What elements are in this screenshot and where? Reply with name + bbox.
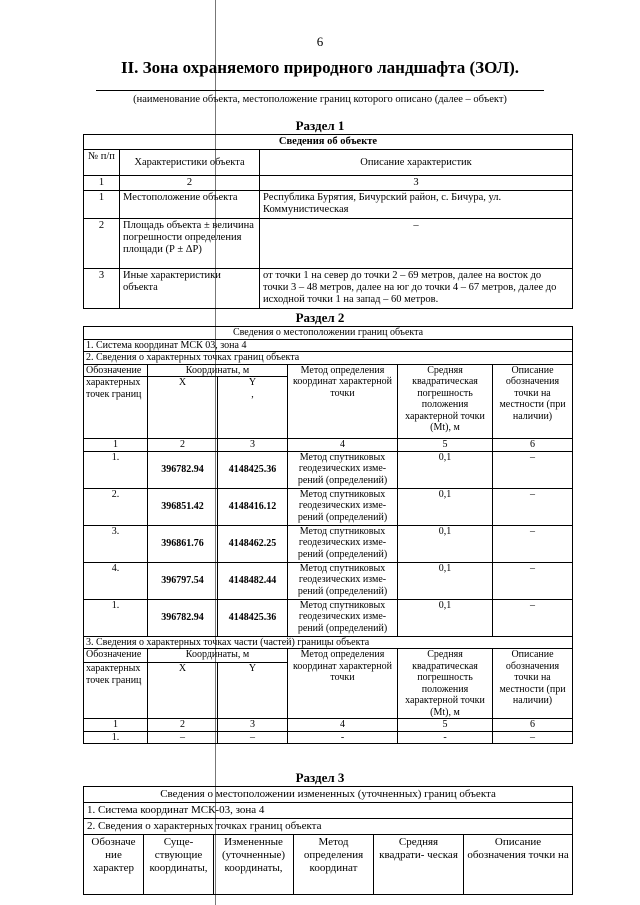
index-cell: 2: [148, 719, 218, 732]
point-x: 396851.42: [148, 488, 218, 525]
index-cell: 4: [288, 439, 398, 452]
index-cell: 5: [398, 719, 493, 732]
header-designation: Обозначение: [84, 364, 148, 377]
table-row: [84, 599, 573, 636]
section3-coordinate-system: 1. Система координат МСК-03, зона 4: [84, 803, 573, 819]
page-number: 6: [316, 34, 324, 49]
header-designation: Обозначение: [84, 649, 148, 663]
row-description: Республика Бурятия, Бичурский район, с. Бичура, ул. Коммунистическая: [260, 191, 573, 219]
header-y-mark: ,: [251, 388, 254, 400]
index-cell: 1: [84, 439, 148, 452]
header-designation-cont: характерных точек границ: [84, 663, 148, 719]
point-id: 1.: [84, 599, 148, 636]
part-point-x: –: [148, 731, 218, 744]
part-point-y: –: [218, 731, 288, 744]
point-y: 4148425.36: [218, 451, 288, 488]
part-point-accuracy: -: [398, 731, 493, 744]
table-row: [84, 562, 573, 599]
header-changed-coords: Измененные (уточненные) координаты,: [214, 835, 294, 895]
point-accuracy: 0,1: [398, 525, 493, 562]
section3-table-title: Сведения о местоположении измененных (уточненных) границ объекта: [84, 787, 573, 803]
point-id: 3.: [84, 525, 148, 562]
coordinate-system: 1. Система координат МСК 03, зона 4: [84, 339, 573, 352]
header-point-description: Описание обозначения точки на: [464, 835, 573, 895]
row-num: 3: [84, 269, 120, 309]
header-num: № п/п: [84, 150, 120, 176]
point-accuracy: 0,1: [398, 599, 493, 636]
section1-table: [83, 134, 573, 309]
index-cell: 3: [260, 176, 573, 191]
header-coordinates: Координаты, м: [148, 649, 288, 663]
point-accuracy: 0,1: [398, 488, 493, 525]
header-point-description: Описание обозначения точки на местности (при наличии): [493, 364, 573, 439]
point-y: 4148416.12: [218, 488, 288, 525]
section3-table: [83, 786, 573, 895]
point-method: Метод спутниковых геодезических изме-рений (определений): [288, 562, 398, 599]
header-coordinates: Координаты, м: [148, 364, 288, 377]
boundary-points-subheading: 2. Сведения о характерных точках границ объекта: [84, 352, 573, 365]
point-x: 396861.76: [148, 525, 218, 562]
point-id: 4.: [84, 562, 148, 599]
index-cell: 5: [398, 439, 493, 452]
point-y: 4148482.44: [218, 562, 288, 599]
section3-points-subheading: 2. Сведения о характерных точках границ объекта: [84, 819, 573, 835]
section2-table-title: Сведения о местоположении границ объекта: [84, 327, 573, 340]
index-cell: 3: [218, 439, 288, 452]
table-row: [84, 731, 573, 744]
table-row: [84, 191, 573, 219]
header-method: Метод определения координат: [294, 835, 374, 895]
table-row: [84, 451, 573, 488]
header-designation: Обозначе ние характер: [84, 835, 144, 895]
header-accuracy: Средняя квадрати- ческая: [374, 835, 464, 895]
index-cell: 1: [84, 719, 148, 732]
index-cell: 3: [218, 719, 288, 732]
row-description: от точки 1 на север до точки 2 – 69 метров, далее на восток до точки 3 – 48 метров, далее на юг до точки 4 – 67 метров, далее до исходной точки 1 на запад – 60 метров.: [260, 269, 573, 309]
header-y: Y: [218, 663, 288, 719]
point-x: 396782.94: [148, 451, 218, 488]
header-x: X: [148, 377, 218, 439]
row-characteristic: Иные характеристики объекта: [120, 269, 260, 309]
point-description: –: [493, 562, 573, 599]
part-point-method: -: [288, 731, 398, 744]
index-cell: 2: [120, 176, 260, 191]
row-num: 1: [84, 191, 120, 219]
part-point-description: –: [493, 731, 573, 744]
header-x: X: [148, 663, 218, 719]
point-description: –: [493, 488, 573, 525]
table-row: [84, 488, 573, 525]
header-characteristic: Характеристики объекта: [120, 150, 260, 176]
section3-heading: Раздел 3: [295, 770, 345, 785]
part-points-subheading: 3. Сведения о характерных точках части (частей) границы объекта: [84, 636, 573, 649]
row-description: –: [260, 219, 573, 269]
header-description: Описание характеристик: [260, 150, 573, 176]
header-designation-cont: характерных точек границ: [84, 377, 148, 439]
point-method: Метод спутниковых геодезических изме-рений (определений): [288, 488, 398, 525]
header-point-description: Описание обозначения точки на местности (при наличии): [493, 649, 573, 719]
header-accuracy: Средняя квадратическая погрешность положения характерной точки (Mt), м: [398, 364, 493, 439]
header-method: Метод определения координат характерной точки: [288, 649, 398, 719]
point-description: –: [493, 525, 573, 562]
header-existing-coords: Суще- ствующие координаты,: [144, 835, 214, 895]
header-y: [218, 377, 288, 439]
table-row: [84, 269, 573, 309]
row-characteristic: Площадь объекта ± величина погрешности определения площади (Р ± ΔР): [120, 219, 260, 269]
index-cell: 1: [84, 176, 120, 191]
part-point-id: 1.: [84, 731, 148, 744]
header-y-label: Y: [248, 377, 257, 388]
point-y: 4148425.36: [218, 599, 288, 636]
point-method: Метод спутниковых геодезических изме-рений (определений): [288, 599, 398, 636]
table-row: [84, 525, 573, 562]
point-id: 1.: [84, 451, 148, 488]
header-method: Метод определения координат характерной точки: [288, 364, 398, 439]
point-description: –: [493, 451, 573, 488]
document-title: II. Зона охраняемого природного ландшафта (ЗОЛ).: [120, 58, 520, 77]
row-num: 2: [84, 219, 120, 269]
section2-table: [83, 326, 573, 744]
section1-heading: Раздел 1: [295, 118, 345, 133]
title-caption: (наименование объекта, местоположение границ которого описано (далее – объект): [133, 94, 507, 105]
point-id: 2.: [84, 488, 148, 525]
header-accuracy: Средняя квадратическая погрешность положения характерной точки (Mt), м: [398, 649, 493, 719]
point-method: Метод спутниковых геодезических изме-рений (определений): [288, 525, 398, 562]
index-cell: 2: [148, 439, 218, 452]
row-characteristic: Местоположение объекта: [120, 191, 260, 219]
table-row: [84, 219, 573, 269]
point-accuracy: 0,1: [398, 451, 493, 488]
title-underline: [96, 90, 544, 91]
index-cell: 6: [493, 439, 573, 452]
index-cell: 6: [493, 719, 573, 732]
point-description: –: [493, 599, 573, 636]
index-cell: 4: [288, 719, 398, 732]
section2-heading: Раздел 2: [295, 310, 345, 325]
point-accuracy: 0,1: [398, 562, 493, 599]
point-x: 396797.54: [148, 562, 218, 599]
section1-table-title: Сведения об объекте: [84, 135, 573, 150]
point-x: 396782.94: [148, 599, 218, 636]
point-method: Метод спутниковых геодезических изме-рений (определений): [288, 451, 398, 488]
point-y: 4148462.25: [218, 525, 288, 562]
